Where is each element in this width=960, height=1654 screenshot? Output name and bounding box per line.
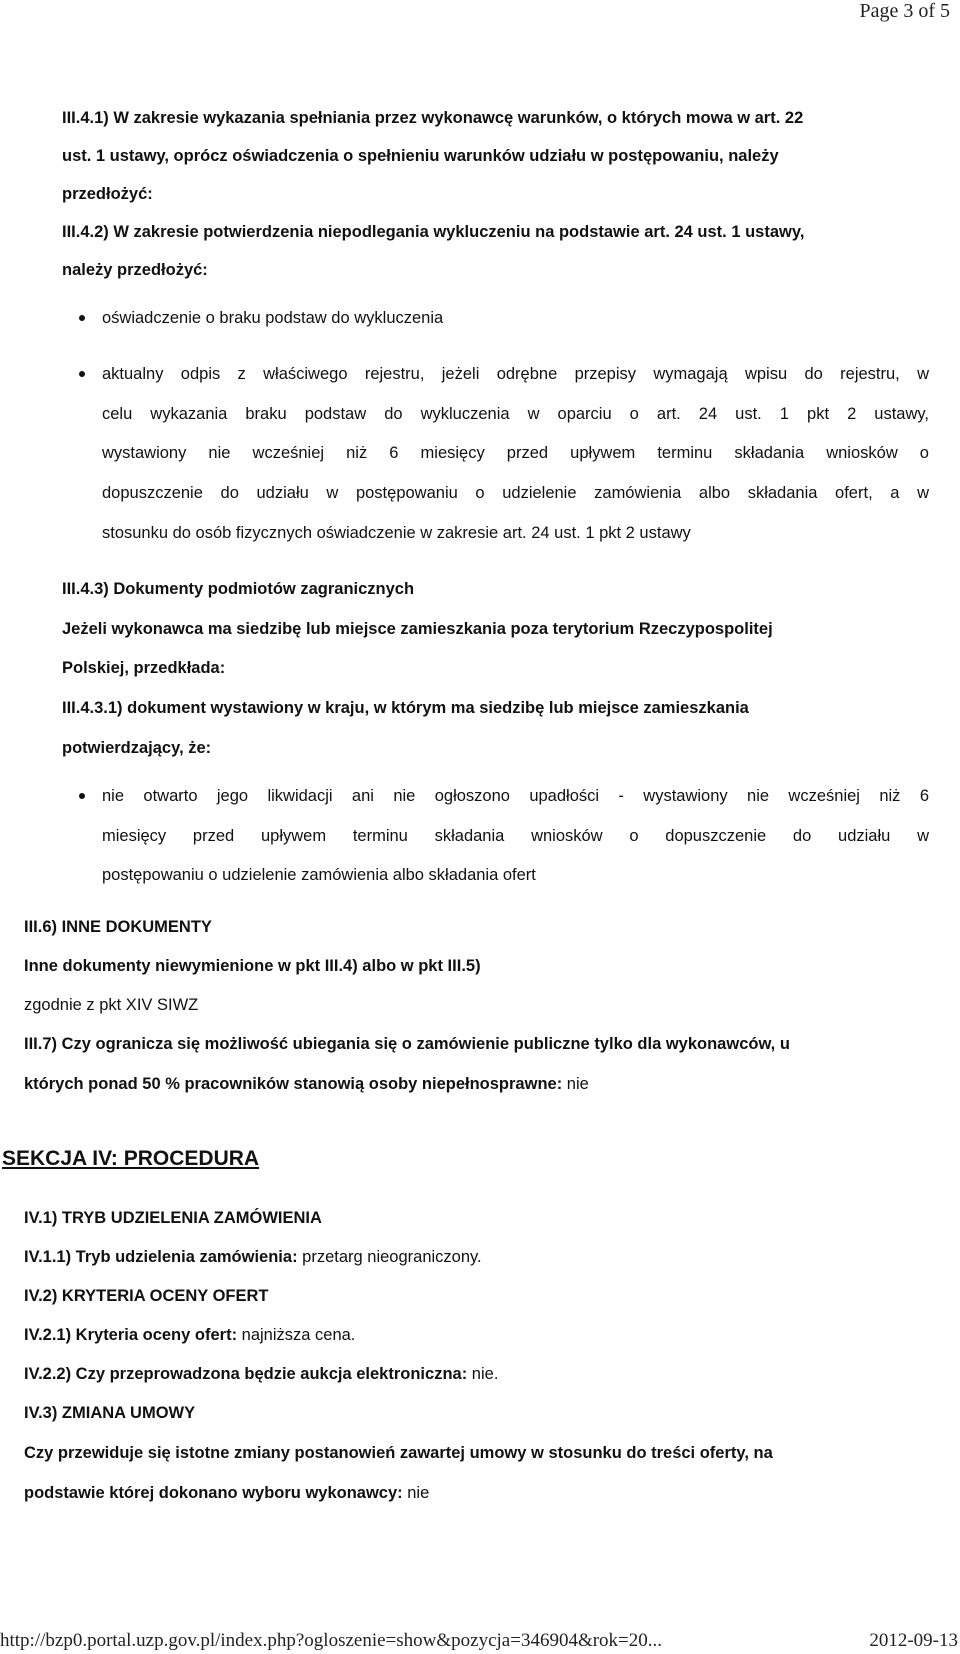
section-iv-1-1	[24, 1248, 482, 1266]
bullet-icon	[79, 315, 85, 321]
section-iv-heading: SEKCJA IV: PROCEDURA	[2, 1147, 260, 1170]
list-item-register-line-2: celu wykazania braku podstaw do wykluczenia w oparciu o art. 24 ust. 1 pkt 2 ustawy,	[102, 405, 929, 423]
section-iv-1-title: IV.1) TRYB UDZIELENIA ZAMÓWIENIA	[24, 1209, 322, 1227]
foreign-entities-line-2: Polskiej, przedkłada:	[62, 659, 226, 677]
section-iii-4-1-line-1: III.4.1) W zakresie wykazania spełniania przez wykonawcę warunków, o których mowa w art. 22	[62, 109, 804, 127]
section-iv-2-title: IV.2) KRYTERIA OCENY OFERT	[24, 1287, 269, 1305]
bullet-icon	[79, 371, 85, 377]
section-iii-7-line-1: III.7) Czy ogranicza się możliwość ubiegania się o zamówienie publiczne tylko dla wykonawców, u	[24, 1035, 790, 1053]
section-iii-6-title: III.6) INNE DOKUMENTY	[24, 918, 212, 936]
section-iii-4-2-line-2: należy przedłożyć:	[62, 261, 208, 279]
section-iii-4-3-title: III.4.3) Dokumenty podmiotów zagranicznych	[62, 580, 415, 598]
section-iv-3-question: podstawie której dokonano wyboru wykonawcy:	[24, 1484, 403, 1502]
section-iv-2-2	[24, 1365, 498, 1383]
section-iii-4-1-line-3: przedłożyć:	[62, 185, 153, 203]
section-iii-4-1-line-2: ust. 1 ustawy, oprócz oświadczenia o spełnieniu warunków udziału w postępowaniu, należy	[62, 147, 779, 165]
section-iv-2-1-label: IV.2.1) Kryteria oceny ofert:	[24, 1326, 238, 1344]
section-iii-4-2-line-1: III.4.2) W zakresie potwierdzenia niepodlegania wykluczeniu na podstawie art. 24 ust. 1 ustawy,	[62, 223, 805, 241]
list-item-register-line-1: aktualny odpis z właściwego rejestru, jeżeli odrębne przepisy wymagają wpisu do rejestru, w	[102, 365, 929, 383]
section-iv-2-2-value: nie.	[471, 1365, 499, 1383]
footer-url: http://bzp0.portal.uzp.gov.pl/index.php?ogloszenie=show&pozycja=346904&rok=20...	[0, 1630, 663, 1651]
section-iii-7-line-2	[24, 1075, 589, 1093]
print-footer	[0, 1630, 960, 1654]
list-item-statement: oświadczenie o braku podstaw do wykluczenia	[102, 309, 444, 327]
page-header: Page 3 of 5	[859, 0, 950, 22]
section-iv-1-1-value: przetarg nieograniczony.	[302, 1248, 482, 1266]
list-item-liquidation-line-3: postępowaniu o udzielenie zamówienia albo składania ofert	[102, 866, 536, 884]
section-iv-2-1-value: najniższa cena.	[241, 1326, 356, 1344]
foreign-entities-line-1: Jeżeli wykonawca ma siedzibę lub miejsce zamieszkania poza terytorium Rzeczypospolitej	[62, 620, 773, 638]
section-iv-3-title: IV.3) ZMIANA UMOWY	[24, 1404, 196, 1422]
section-iv-3-line-2	[24, 1484, 429, 1502]
section-iv-2-1	[24, 1326, 355, 1344]
list-item-register-line-5: stosunku do osób fizycznych oświadczenie w zakresie art. 24 ust. 1 pkt 2 ustawy	[102, 524, 691, 542]
section-iv-2-2-label: IV.2.2) Czy przeprowadzona będzie aukcja elektroniczna:	[24, 1365, 468, 1383]
list-item-liquidation-line-1: nie otwarto jego likwidacji ani nie ogłoszono upadłości - wystawiony nie wcześniej niż 6	[102, 787, 929, 805]
section-iv-1-1-label: IV.1.1) Tryb udzielenia zamówienia:	[24, 1248, 298, 1266]
list-item-register-line-4: dopuszczenie do udziału w postępowaniu o udzielenie zamówienia albo składania ofert, a w	[102, 484, 929, 502]
list-item-register-line-3: wystawiony nie wcześniej niż 6 miesięcy przed upływem terminu składania wniosków o	[102, 444, 929, 462]
section-iii-7-answer: nie	[566, 1075, 589, 1093]
footer-date: 2012-09-13	[869, 1630, 958, 1651]
section-iii-7-question: których ponad 50 % pracowników stanowią osoby niepełnosprawne:	[24, 1075, 563, 1093]
list-item-liquidation-line-2: miesięcy przed upływem terminu składania wniosków o dopuszczenie do udziału w	[102, 827, 929, 845]
section-iv-3-answer: nie	[407, 1484, 430, 1502]
section-iv-3-line-1: Czy przewiduje się istotne zmiany postanowień zawartej umowy w stosunku do treści oferty, na	[24, 1444, 773, 1462]
section-iii-4-3-1-line-1: III.4.3.1) dokument wystawiony w kraju, w którym ma siedzibę lub miejsce zamieszkania	[62, 699, 749, 717]
bullet-icon	[79, 793, 85, 799]
section-iii-6-value: zgodnie z pkt XIV SIWZ	[24, 996, 199, 1014]
section-iii-6-subtitle: Inne dokumenty niewymienione w pkt III.4) albo w pkt III.5)	[24, 957, 481, 975]
section-iii-4-3-1-line-2: potwierdzający, że:	[62, 739, 212, 757]
